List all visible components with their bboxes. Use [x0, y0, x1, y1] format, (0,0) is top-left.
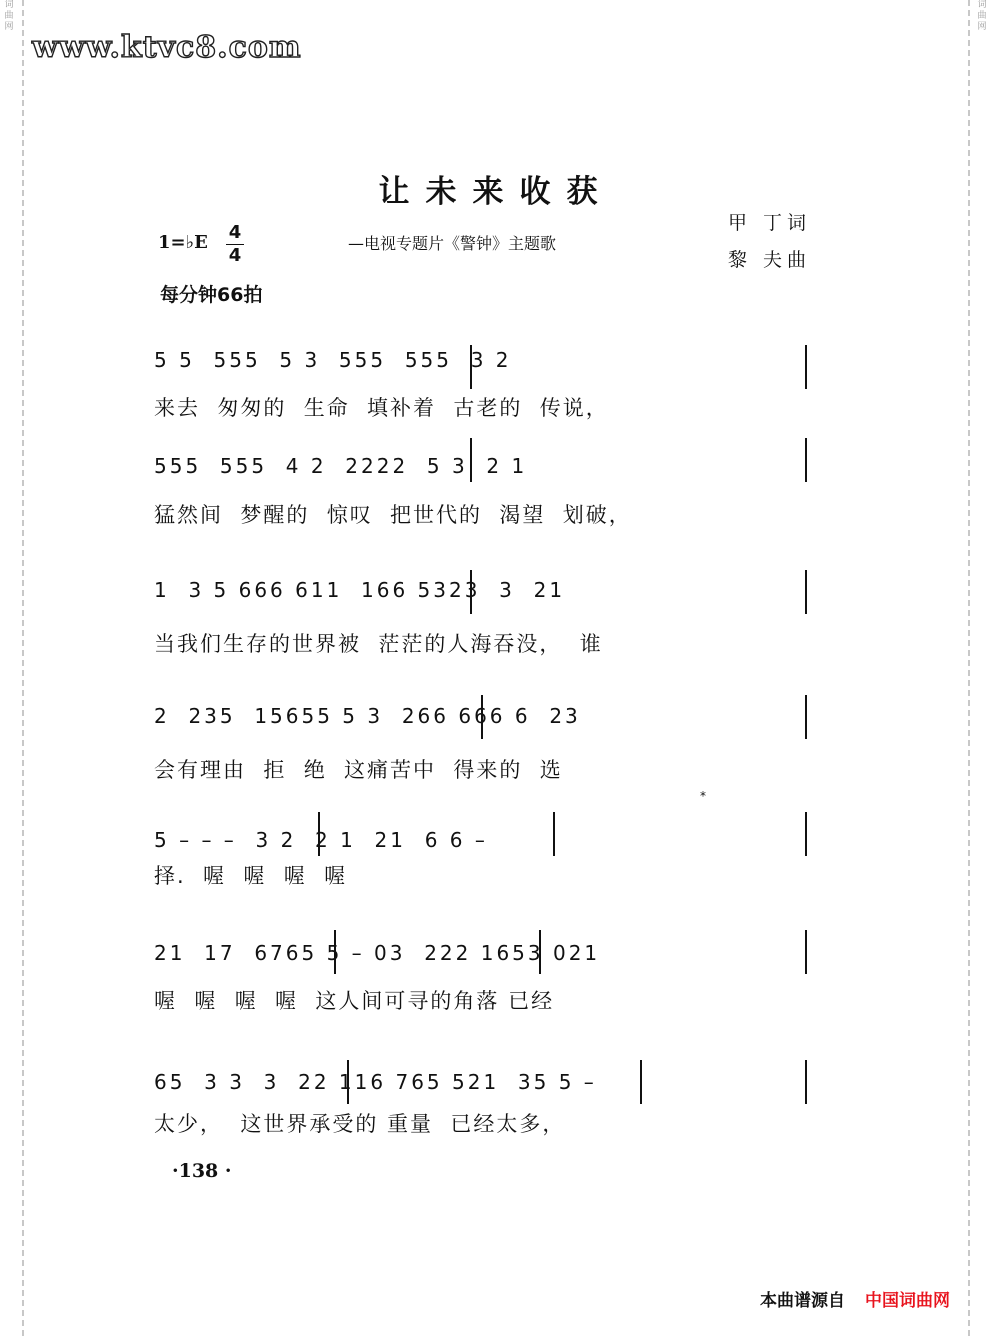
score-barline	[553, 812, 555, 856]
score-barline	[470, 345, 472, 389]
score-row-3-notes: 1 3 5 666 611 166 5323 3 21	[154, 578, 566, 602]
composer-credit: 黎 夫曲	[728, 249, 812, 271]
score-row-5-notes: 5 – – – 3 2 2 1 21 6 6 –	[154, 828, 488, 852]
score-row-4-lyrics: 会有理由 拒 绝 这痛苦中 得来的 选	[154, 758, 563, 782]
score-barline	[805, 345, 807, 389]
score-barline	[318, 812, 320, 856]
score-row-1-notes: 5 5 555 5 3 555 555 3 2	[154, 348, 512, 372]
time-signature-bottom: 4	[228, 245, 242, 266]
score-barline	[481, 695, 483, 739]
time-signature-top: 4	[228, 222, 242, 243]
tempo-marking: 每分钟66拍	[160, 284, 263, 306]
score-barline	[805, 570, 807, 614]
score-barline	[640, 1060, 642, 1104]
right-edge-mark: 词 曲 网	[977, 0, 987, 32]
score-barline	[470, 438, 472, 482]
score-row-4-notes: 2 235 15655 5 3 266 666 6 23	[154, 704, 581, 728]
score-row-7-lyrics: 太少， 这世界承受的 重量 已经太多，	[154, 1112, 566, 1136]
page-number: ·138 ·	[172, 1160, 232, 1182]
score-barline	[805, 930, 807, 974]
source-footer	[760, 1286, 950, 1311]
score-row-6-notes: 21 17 6765 5 – 03 222 1653 021	[154, 941, 601, 965]
score-barline	[347, 1060, 349, 1104]
score-barline	[805, 812, 807, 856]
score-row-1-lyrics: 来去 匆匆的 生命 填补着 古老的 传说，	[154, 396, 609, 420]
source-site-link[interactable]: 中国词曲网	[865, 1291, 950, 1311]
lyricist-credit: 甲 丁词	[728, 212, 812, 234]
score-row-5-lyrics: 择. 喔 喔 喔 喔	[154, 864, 348, 888]
song-title: 让未来收获	[378, 174, 614, 210]
score-barline	[805, 1060, 807, 1104]
score-row-3-lyrics: 当我们生存的世界被 茫茫的人海吞没， 谁	[154, 632, 603, 656]
score-barline	[805, 695, 807, 739]
source-label: 本曲谱源自	[760, 1291, 845, 1311]
key-signature: 1=♭E	[158, 232, 208, 253]
score-barline	[539, 930, 541, 974]
site-watermark: www.ktvc8.com	[32, 30, 302, 65]
score-row-2-lyrics: 猛然间 梦醒的 惊叹 把世代的 渴望 划破，	[154, 503, 632, 527]
stray-mark: *	[700, 789, 706, 803]
left-edge-mark: 词 曲 网	[4, 0, 14, 32]
score-row-6-lyrics: 喔 喔 喔 喔 这人间可寻的角落 已经	[154, 989, 555, 1013]
score-barline	[805, 438, 807, 482]
song-subtitle: —电视专题片《警钟》主题歌	[348, 234, 557, 253]
score-row-2-notes: 555 555 4 2 2222 5 3 2 1	[154, 454, 528, 478]
time-signature	[226, 222, 244, 267]
score-barline	[334, 930, 336, 974]
score-row-7-notes: 65 3 3 3 22 116 765 521 35 5 –	[154, 1070, 597, 1094]
score-barline	[470, 570, 472, 614]
